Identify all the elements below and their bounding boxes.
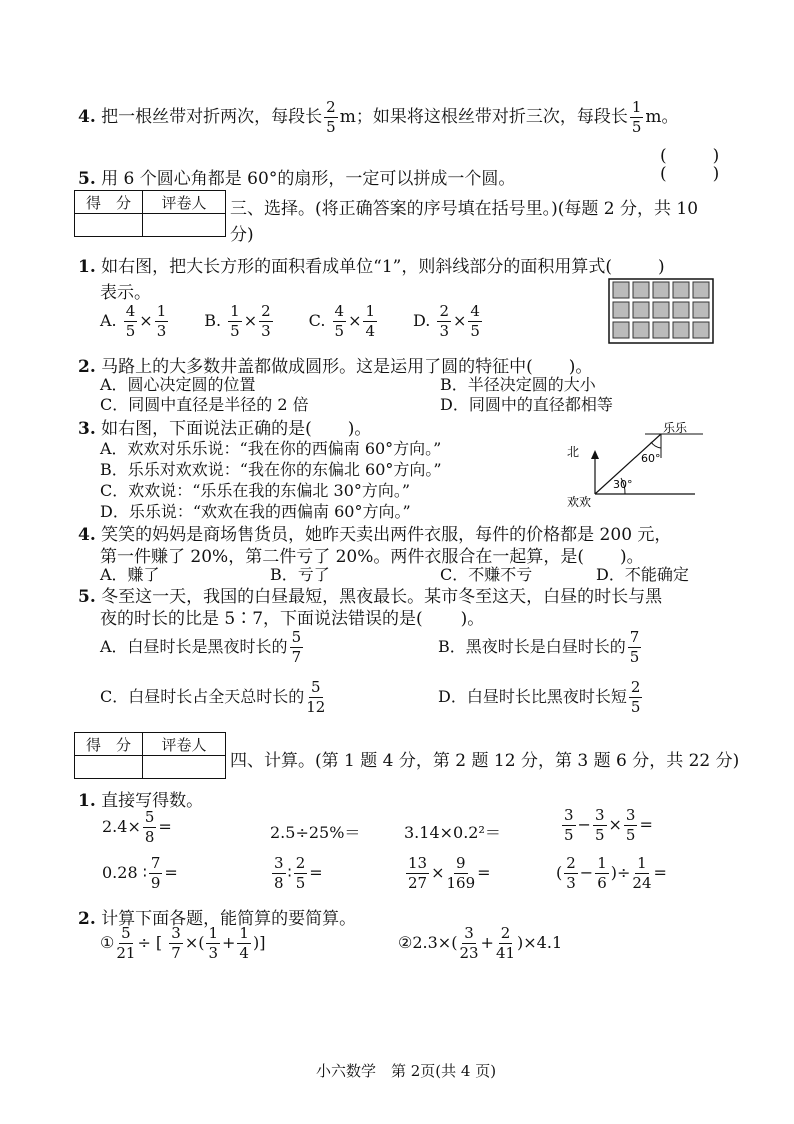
score-cell[interactable] — [75, 756, 143, 779]
angle-60-label: 60° — [641, 452, 661, 465]
north-label: 北 — [567, 445, 580, 459]
section3-title-2: 分) — [230, 225, 254, 245]
s3-q5-option-a[interactable]: A．白昼时长是黑夜时长的 $\frac{5}{7}$ — [100, 628, 302, 666]
calc-1b[interactable]: 2.5÷25%＝ — [270, 823, 361, 842]
s3-q5-line2: 夜的时长的比是 5∶7，下面说法错误的是( )。 — [100, 609, 485, 629]
score-table-4 — [74, 732, 226, 779]
answer-paren-q4[interactable]: ( ) — [660, 146, 720, 166]
s3-q1-options — [100, 304, 484, 339]
rectangle-grid-figure — [608, 278, 714, 344]
fraction: $\frac{1}{5}$ — [631, 98, 642, 136]
lele-label: 乐乐 — [663, 421, 688, 435]
calc-2a[interactable]: 0.28 ∶ $\frac{7}{9}$ = — [102, 854, 178, 892]
s3-q2-option-d[interactable]: D．同圆中的直径都相等 — [440, 395, 613, 414]
calc-2d[interactable]: ( $\frac{2}{3}$ − $\frac{1}{6}$ )÷ $\frac{1}{24}$ = — [556, 854, 667, 892]
option-d[interactable]: D. $\frac{2}{3}$ × $\frac{4}{5}$ — [413, 302, 480, 340]
option-c[interactable]: C. $\frac{4}{5}$ × $\frac{1}{4}$ — [308, 302, 376, 340]
huanhuan-label: 欢欢 — [567, 495, 592, 509]
grader-cell[interactable] — [143, 214, 226, 237]
section3-title: 三、选择。(将正确答案的序号填在括号里。)(每题 2 分，共 10 — [230, 199, 699, 219]
s3-q5-option-b[interactable]: B．黑夜时长是白昼时长的 $\frac{7}{5}$ — [438, 628, 640, 666]
s3-q3-option-d[interactable]: D．乐乐说：“欢欢在我的西偏南 60°方向。” — [100, 502, 411, 521]
question-number: 4. — [78, 525, 96, 545]
s3-q5-text: 冬至这一天，我国的白昼最短，黑夜最长。某市冬至这天，白昼的时长与黑 — [101, 587, 663, 607]
grader-cell[interactable] — [143, 756, 226, 779]
calc-complex-1[interactable]: ① $\frac{5}{21}$ ÷ [ $\frac{3}{7}$ ×( $\frac{1}{3}$ + $\frac{1}{4}$ )] — [100, 924, 266, 962]
question-number: 1. — [78, 257, 96, 277]
s3-q2-option-c[interactable]: C．同圆中直径是半径的 2 倍 — [100, 395, 309, 414]
angle-30-label: 30° — [613, 478, 633, 491]
s3-q3-option-c[interactable]: C．欢欢说：“乐乐在我的东偏北 30°方向。” — [100, 481, 411, 500]
s3-q4-text: 笑笑的妈妈是商场售货员，她昨天卖出两件衣服，每件的价格都是 200 元， — [101, 525, 672, 545]
score-cell[interactable] — [75, 214, 143, 237]
s3-q2-option-b[interactable]: B．半径决定圆的大小 — [440, 375, 596, 394]
s3-q3-text: 如右图，下面说法正确的是( — [101, 419, 312, 439]
question-number: 4. — [78, 107, 96, 127]
option-b[interactable]: B. $\frac{1}{5}$ × $\frac{2}{3}$ — [204, 302, 271, 340]
score-label: 得 分 — [75, 733, 143, 756]
calc-complex-2[interactable]: ②2.3×( $\frac{3}{23}$ + $\frac{2}{41}$ )×4.1 — [398, 924, 563, 962]
s3-q2-option-a[interactable]: A．圆心决定圆的位置 — [100, 375, 256, 394]
s3-q1-line2: 表示。 — [100, 283, 151, 303]
s3-q3-option-b[interactable]: B．乐乐对欢欢说：“我在你的东偏北 60°方向。” — [100, 460, 442, 479]
section4-title: 四、计算。(第 1 题 4 分，第 2 题 12 分，第 3 题 6 分，共 22 分) — [230, 751, 740, 771]
s3-q1-text: 如右图，把大长方形的面积看成单位“1”，则斜线部分的面积用算式( — [101, 257, 612, 277]
s3-q4-option-c[interactable]: C．不赚不亏 — [440, 565, 533, 584]
option-a[interactable]: A. $\frac{4}{5}$ × $\frac{1}{3}$ — [100, 302, 167, 340]
s3-q5-option-d[interactable]: D．白昼时长比黑夜时长短 $\frac{2}{5}$ — [438, 678, 641, 716]
judge-q4-text2: m；如果将这根丝带对折三次，每段长 — [339, 107, 628, 127]
s4-q2: 2. 计算下面各题，能简算的要简算。 — [78, 909, 357, 929]
paren-close: )。 — [347, 419, 372, 439]
fraction: $\frac{2}{5}$ — [326, 98, 336, 136]
score-label: 得 分 — [75, 191, 143, 214]
question-number: 3. — [78, 419, 96, 439]
s3-q5-option-c[interactable]: C．白昼时长占全天总时长的 $\frac{5}{12}$ — [100, 678, 326, 716]
paren-close: )。 — [568, 357, 593, 377]
paren-close: ) — [658, 257, 665, 277]
calc-2b[interactable]: $\frac{3}{8}$ ∶ $\frac{2}{5}$ = — [274, 854, 323, 892]
judge-q5-text: 用 6 个圆心角都是 60°的扇形，一定可以拼成一个圆。 — [101, 169, 516, 189]
question-number: 5. — [78, 587, 96, 607]
judge-q4-text: 把一根丝带对折两次，每段长 — [101, 107, 323, 127]
calc-2c[interactable]: $\frac{13}{27}$ × $\frac{9}{169}$ = — [408, 854, 491, 892]
s3-q4-option-a[interactable]: A．赚了 — [100, 565, 160, 584]
unit: m。 — [645, 107, 679, 127]
s4-q1: 1. 直接写得数。 — [78, 791, 204, 811]
direction-figure — [555, 414, 705, 514]
calc-1d[interactable]: $\frac{3}{5}$ − $\frac{3}{5}$ × $\frac{3}{5}$ = — [564, 806, 653, 844]
s3-q4-option-b[interactable]: B．亏了 — [270, 565, 330, 584]
s3-q4-option-d[interactable]: D．不能确定 — [596, 565, 689, 584]
judge-q5 — [78, 164, 515, 189]
question-number: 2. — [78, 357, 96, 377]
score-table-3 — [74, 190, 226, 237]
question-number: 5. — [78, 169, 96, 189]
s3-q4-line2: 第一件赚了 20%，第二件亏了 20%。两件衣服合在一起算，是( )。 — [100, 547, 644, 567]
calc-1c[interactable]: 3.14×0.2²＝ — [404, 823, 501, 842]
calc-1a[interactable]: 2.4× $\frac{5}{8}$ = — [102, 808, 172, 846]
s3-q3-option-a[interactable]: A．欢欢对乐乐说：“我在你的西偏南 60°方向。” — [100, 439, 442, 458]
grader-label: 评卷人 — [143, 191, 226, 214]
s3-q1 — [78, 252, 665, 277]
page-footer: 小六数学 第 2页(共 4 页) — [316, 1062, 497, 1080]
answer-paren-q5[interactable]: ( ) — [660, 164, 720, 184]
s3-q2-text: 马路上的大多数井盖都做成圆形。这是运用了圆的特征中( — [101, 357, 533, 377]
judge-q4 — [78, 100, 679, 135]
grader-label: 评卷人 — [143, 733, 226, 756]
